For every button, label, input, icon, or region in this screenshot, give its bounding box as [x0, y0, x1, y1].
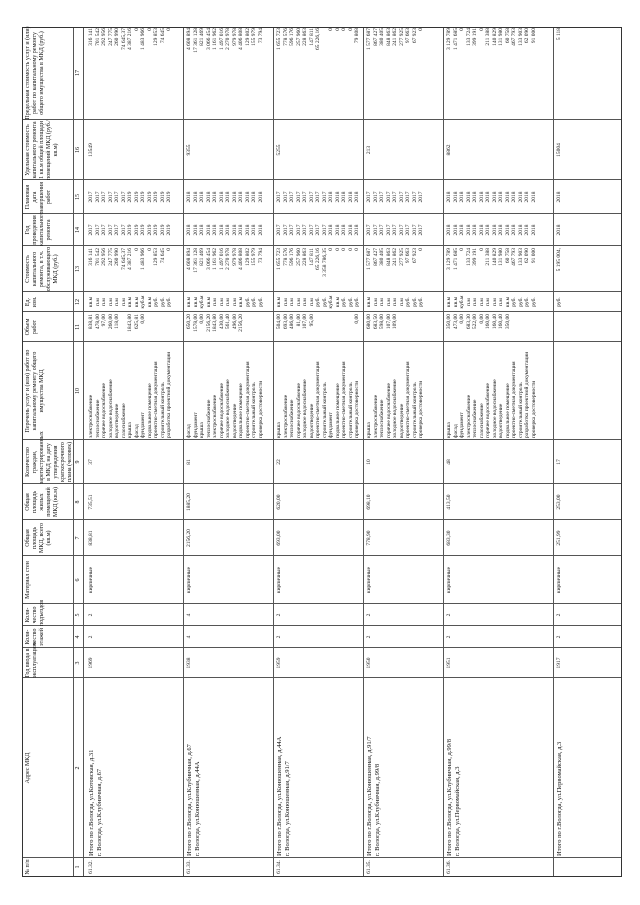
cell-live: 620,00	[276, 494, 282, 510]
cell-unit_cost: 213	[366, 145, 372, 155]
cell-floors: 2	[446, 635, 452, 639]
cell-id: 61.33.	[186, 860, 192, 874]
cell-unit_cost: 8862	[446, 144, 452, 156]
cell-area: 838,81	[88, 530, 94, 546]
cell-year: 1950	[366, 657, 372, 669]
cell-area: 778,90	[366, 530, 372, 546]
col-header-17: Предельная стоимость услуг и (или) работ по капитальному ремонту общего имущества в МКД (руб.)	[25, 26, 45, 120]
col-header-16: Удельная стоимость капитального ремонта 1 кв.м общей площади помещений МКД (руб./кв.м)	[25, 120, 59, 180]
col-num: 17	[75, 70, 81, 76]
cell-unit: кв.м п.м п.м п.м п.м п.м руб. руб. руб.	[366, 296, 424, 308]
cell-floors: 2	[88, 635, 94, 639]
col-num: 2	[75, 766, 81, 770]
col-header-8: Общая площадь жилых помещений МКД (кв.м)	[25, 487, 59, 517]
col-num: 12	[75, 299, 81, 305]
col-num: 9	[75, 460, 81, 464]
cell-ppl: 22	[276, 459, 282, 465]
cell-ppl: 17	[556, 459, 562, 465]
cell-vol: 680,00 683,50 598,00 107,00 109,00	[366, 314, 398, 330]
cell-wall: кирпичные	[276, 566, 282, 594]
cell-ppl: 48	[446, 459, 452, 465]
cell-area: 683,30	[446, 530, 452, 546]
cell-cost: 3 129 789 1 471 685 0 133 724 399 191 0 211 388 140 829 131 980 60 758 467 793 133 903 62 090 91 000	[446, 248, 537, 270]
cell-entr: 2	[556, 613, 562, 617]
cell-limit: 316 141 701 542 292 956 247 775 260 990 74 645,37 4 387 216 0 1 483 966 0 129 853 74 645 0	[88, 28, 172, 50]
cell-unit: кв.м п.м п.м п.м п.м п.м руб. руб. куб.м кв.м руб. руб. руб.	[276, 295, 360, 309]
cell-entr: 2	[88, 613, 94, 617]
cell-id: 61.36.	[446, 860, 452, 874]
cell-entr: 4	[186, 613, 192, 617]
col-header-6: Материал стен	[25, 561, 31, 599]
cell-unit_cost: 15004	[556, 143, 562, 157]
col-header-12: Ед. изм.	[25, 296, 38, 308]
cell-vol: 350,00 473,00 0,00 683,30 522,00 0,00 160,00 160,40 160,40 350,00	[446, 314, 511, 330]
col-num: 10	[75, 388, 81, 394]
cell-works: крыша электроснабжение теплоснабжение горячее водоснабжение холодное водоснабжение водоотведение проектно-сметная документация строительный контроль проверка достоверности	[366, 361, 424, 438]
cell-yr: 2018 2018 2018 2018 2018 2018 2018 2018 2018 2018 2018 2018	[186, 224, 264, 236]
cell-live: 413,50	[446, 494, 452, 510]
col-num: 16	[75, 147, 81, 153]
cell-limit: 4 608 894 17 361 128 821 469 3 066 454 1 161 962 1 497 016 2 270 978 979 978 4 406 808 129 802 155 979 73 794	[186, 28, 264, 53]
cell-ppl: 10	[366, 459, 372, 465]
col-num: 6	[75, 578, 81, 582]
col-header-4: Коли-чество этажей	[25, 628, 45, 646]
cell-year: 1938	[186, 657, 192, 669]
cell-works: фасад фундамент крыша теплоснабжение электроснабжение горячее водоснабжение холодное водоснабжение водоотведение подвальное помещение проектно-сметная документация строительный контроль проверка достоверности	[186, 361, 264, 438]
cell-area: 2156,20	[186, 529, 192, 547]
cell-entr: 2	[446, 613, 452, 617]
cell-plan: 2017 2017 2017 2017 2017 2017 2017 2017 2017	[366, 191, 424, 203]
cell-ppl: 37	[88, 459, 94, 465]
cell-floors: 4	[186, 635, 192, 639]
cell-plan: 2018 2018 2018 2018 2018 2018 2018 2018 2018 2018 2018 2018 2018 2018	[446, 191, 537, 203]
cell-year: 1951	[446, 657, 452, 669]
col-header-7: Общая площадь МКД, всего (кв.м)	[25, 523, 52, 553]
cell-cost: 1 655 723 778 576 596 176 257 960 228 863 147 811 65 226,16 3 358 786,35 0 0 0 0 0	[276, 248, 360, 277]
col-num: 3	[75, 661, 81, 665]
cell-live: 735,51	[88, 494, 94, 510]
cell-vol	[556, 314, 620, 342]
cell-floors: 2	[556, 635, 562, 639]
cell-addr: Итого по г.Вологда, ул.Клубничная, д.99/8 г. Вологда, ул.Первомайская, д.3	[446, 739, 461, 856]
cell-id	[556, 858, 620, 876]
col-header-9: Количество граждан, зарегистрированных в МКД на дату утверждения краткосрочного плана (человек)	[25, 431, 73, 484]
col-header-3: Год ввода в эксплуатацию	[25, 642, 38, 678]
cell-limit: 1 655 723 778 576 596 176 257 960 228 863 147 811 65 226,16 0 0 0 0 79 808	[276, 28, 360, 50]
cell-plan: 2018	[556, 191, 562, 203]
col-header-1: № п/п	[25, 859, 31, 875]
cell-wall: кирпичные	[446, 566, 452, 594]
cell-wall: кирпичные	[88, 566, 94, 594]
col-num: 11	[75, 324, 81, 330]
cell-addr: Итого по г.Вологда, ул.Конюшенная, д.91/7 г. Вологда, ул.Клубничная, д.99/8	[366, 736, 381, 856]
cell-works	[556, 342, 620, 438]
cell-limit: 1 577 687 867 427 380 405 848 863 241 862 277 925 97 663 67 923 0	[366, 28, 424, 50]
col-num: 13	[75, 266, 81, 272]
col-header-2: Адрес МКД	[25, 752, 31, 784]
cell-area: 251,99	[556, 530, 562, 546]
cell-unit: руб.	[556, 297, 562, 307]
col-header-10: Перечень услуг и (или) работ по капитальному ремонту общего имущества МКД	[25, 349, 45, 433]
col-header-11: Объем работ	[25, 318, 38, 336]
cell-cost: 316 141 701 542 292 956 247 775 260 990 74 645,37 4 387 216 0 1 483 966 0 129 853 74 645 0	[88, 248, 172, 270]
cell-wall: кирпичные	[186, 566, 192, 594]
cell-unit_cost: 5255	[276, 144, 282, 156]
cell-limit: 3 129 789 1 471 685 0 133 724 399 191 0 211 388 140 829 131 980 60 758 467 793 133 903 62 090 91 000	[446, 28, 537, 50]
col-num: 14	[75, 227, 81, 233]
col-header-14: Год проведения капитального ремонта	[25, 211, 52, 246]
cell-live: 698,10	[366, 494, 372, 510]
col-header-13: Стоимость капитального ремонта, в т.ч. обслуживающего МКД (руб.)	[25, 246, 59, 292]
cell-live: 1885,20	[186, 493, 192, 511]
cell-yr: 2018	[556, 224, 562, 236]
col-num: 1	[75, 865, 81, 869]
cell-vol: 838,81 478,00 97,00 260,00 118,00 1843,80 625,81 0,00	[88, 314, 146, 332]
cell-year: 1969	[88, 657, 94, 669]
cell-yr: 2017 2017 2017 2017 2017 2017 2017 2017 2017	[366, 224, 424, 236]
col-num: 8	[75, 500, 81, 504]
cell-cost: 1 577 687 867 427 380 405 848 863 241 862 277 925 97 663 67 923 0	[366, 248, 424, 270]
cell-entr: 2	[276, 613, 282, 617]
col-num: 7	[75, 536, 81, 540]
cell-addr: Итого по г.Вологда, ул.Первомайская, д.3	[556, 741, 563, 856]
cell-unit_cost: 13549	[88, 143, 94, 157]
capital-repair-table	[22, 27, 622, 877]
cell-entr: 2	[366, 613, 372, 617]
cell-plan: 2017 2017 2017 2017 2017 2017 2017 2017 2018 2018 2018 2018 2018	[276, 191, 360, 203]
col-num: 15	[75, 194, 81, 200]
col-header-15: Плановая дата завершения работ	[25, 182, 52, 212]
cell-unit: кв.м кв.м куб.м кв.м п.м п.м п.м п.м кв.м руб. руб. руб.	[186, 295, 264, 309]
cell-cost: 4 608 894 17 361 128 821 469 3 066 454 1 161 962 1 497 016 2 270 978 979 978 4 406 808 129 802 155 979 73 794	[186, 248, 264, 273]
cell-floors: 2	[276, 635, 282, 639]
cell-vol: 650,20 1578,00 0,00 2156,20 1843,80 430,00 561,40 496,00 2156,20	[186, 314, 244, 332]
cell-ppl: 81	[186, 459, 192, 465]
cell-unit: кв.м кв.м куб.м п.м п.м п.м п.м п.м п.м кв.м руб. руб. руб. руб.	[446, 295, 537, 309]
col-header-5: Коли-чество подъездов	[25, 599, 45, 626]
cell-area: 693,00	[276, 530, 282, 546]
cell-cost: 5 195 004,	[556, 248, 562, 272]
cell-id: 61.35.	[366, 860, 372, 874]
cell-wall: кирпичные	[556, 566, 562, 594]
cell-yr: 2017 2017 2017 2017 2017 2017 2019 2019 2019 2019 2019 2019 2019	[88, 224, 172, 236]
cell-yr: 2018 2018 2018 2018 2018 2018 2018 2018 2018 2018 2018 2018 2018 2018	[446, 224, 537, 236]
cell-works: крыша фасад фундамент электроснабжение теплоснабжение газоснабжение горячее водоснабжение холодное водоснабжение водоотведение подвальное помещение проектно-сметная документация строительный контроль разработка проектной документации проверка достоверности	[446, 351, 537, 438]
cell-addr: Итого по г.Вологда, ул.Конюшенная, д.44А г. Вологда, ул.Конюшенная, д.91/7	[276, 736, 291, 856]
cell-id: 61.32.	[88, 860, 94, 874]
cell-limit: 5 118	[556, 28, 562, 41]
cell-id: 61.34.	[276, 860, 282, 874]
cell-year: 1959	[276, 657, 282, 669]
col-num: 4	[75, 635, 81, 639]
cell-year: 1917	[556, 657, 562, 669]
cell-vol: 504,00 693,00 486,00 81,00 107,00 95,00 0,00	[276, 314, 360, 330]
cell-plan: 2017 2017 2017 2017 2017 2017 2019 2019 2019 2019 2019 2019 2019	[88, 191, 172, 203]
cell-floors: 2	[366, 635, 372, 639]
cell-unit: кв.м п.м п.м п.м п.м п.м кв.м кв.м куб.м кв.м руб. руб. руб.	[88, 295, 172, 309]
cell-plan: 2018 2018 2018 2018 2018 2018 2018 2018 2018 2018 2018 2018	[186, 191, 264, 203]
cell-yr: 2017 2017 2017 2017 2017 2017 2017 2017 2018 2018 2018 2018 2018	[276, 224, 360, 236]
cell-wall: кирпичные	[366, 566, 372, 594]
col-num: 5	[75, 613, 81, 617]
cell-addr: Итого по г.Вологда, ул.Котовская, д.31 г. Вологда, ул.Клубничная, д.67	[88, 749, 103, 856]
cell-works: крыша электроснабжение теплоснабжение горячее водоснабжение холодное водоснабжение водоотведение проектно-сметная документация строительный контроль фундамент подвальное помещение проектно-сметная документация строительный контроль проверка достоверности	[276, 361, 360, 438]
cell-live: 253,00	[556, 494, 562, 510]
cell-addr: Итого по г.Вологда, ул.Клубничная, д.67 г. Вологда, ул.Конюшенная, д.44А	[186, 744, 201, 856]
cell-works: электроснабжение теплоснабжение горячее водоснабжение холодное водоснабжение водоотведение газоснабжение крыша фасад фундамент подвальное помещение проектно-сметная документация строительный контроль разработка проектной документации	[88, 351, 172, 438]
cell-unit_cost: 9355	[186, 144, 192, 156]
